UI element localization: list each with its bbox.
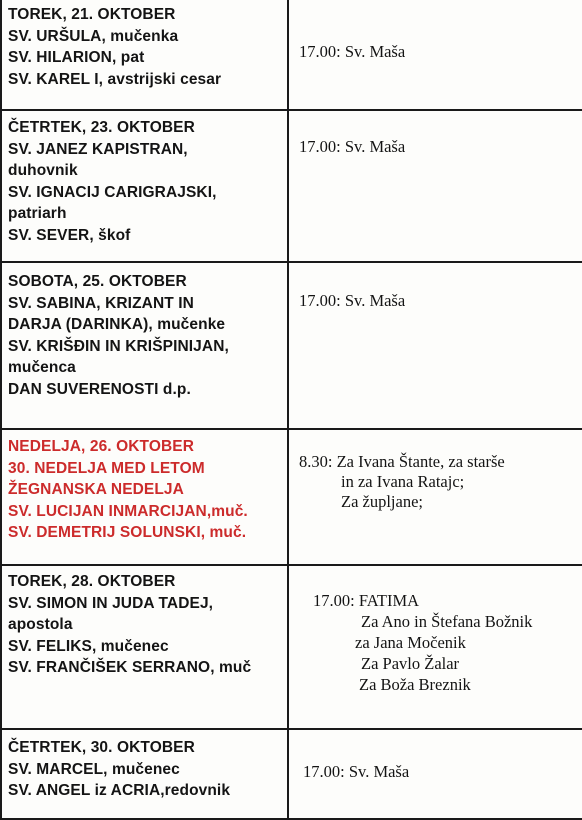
day-row	[1, 262, 582, 429]
mass-line: Za Boža Breznik	[359, 675, 471, 694]
saint-line: SV. ANGEL iz ACRIA,redovnik	[8, 782, 231, 799]
mass-line: 17.00: Sv. Maša	[299, 291, 406, 310]
mass-line: 17.00: Sv. Maša	[299, 42, 406, 61]
saints-cell	[1, 729, 288, 819]
mass-line: 17.00: Sv. Maša	[303, 762, 410, 781]
saints-cell	[1, 262, 288, 429]
day-title: ČETRTEK, 23. OKTOBER	[8, 119, 195, 136]
saint-line: SV. FRANČIŠEK SERRANO, muč	[8, 659, 252, 676]
day-row	[1, 0, 582, 110]
saint-line: SV. KRIŠĐIN IN KRIŠPINIJAN,	[8, 337, 229, 355]
saint-line: SV. MARCEL, mučenec	[8, 760, 180, 778]
masses-list	[289, 111, 582, 161]
saint-line: SV. SEVER, škof	[8, 226, 131, 244]
mass-line: Za župljane;	[341, 492, 424, 511]
saint-line: SV. URŠULA, mučenka	[8, 27, 179, 45]
day-row	[1, 729, 582, 819]
day-row	[1, 429, 582, 565]
saint-line: SV. LUCIJAN INMARCIJAN,muč.	[8, 502, 248, 520]
mass-line: 17.00: FATIMA	[313, 591, 420, 610]
masses-cell	[288, 110, 582, 262]
saint-line: SV. SIMON IN JUDA TADEJ,	[8, 594, 214, 612]
saints-cell	[1, 429, 288, 565]
saint-line: 30. NEDELJA MED LETOM	[8, 459, 205, 477]
saints-list	[2, 566, 287, 683]
saints-list	[2, 430, 287, 548]
day-title: ČETRTEK, 30. OKTOBER	[8, 739, 195, 756]
saint-line: SV. SABINA, KRIZANT IN	[8, 294, 194, 312]
saint-line: duhovnik	[8, 162, 78, 179]
day-title: NEDELJA, 26. OKTOBER	[8, 438, 195, 455]
masses-list	[289, 566, 582, 699]
saints-list	[2, 730, 287, 806]
saint-line: SV. DEMETRIJ SOLUNSKI, muč.	[8, 524, 247, 541]
saints-cell	[1, 0, 288, 110]
masses-cell	[288, 429, 582, 565]
saint-line: SV. KAREL I, avstrijski cesar	[8, 70, 222, 88]
masses-cell	[288, 262, 582, 429]
saint-line: apostola	[8, 616, 73, 633]
saint-line: SV. JANEZ KAPISTRAN,	[8, 140, 188, 158]
saint-line: DAN SUVERENOSTI d.p.	[8, 380, 191, 398]
saints-cell	[1, 565, 288, 729]
day-title: SOBOTA, 25. OKTOBER	[8, 273, 187, 290]
saint-line: SV. FELIKS, mučenec	[8, 637, 169, 655]
saint-line: mučenca	[8, 359, 76, 376]
masses-list	[289, 0, 582, 66]
saint-line: patriarh	[8, 205, 67, 222]
mass-line: za Jana Močenik	[355, 633, 466, 652]
masses-list	[289, 430, 582, 516]
masses-list	[289, 730, 582, 786]
mass-line: 8.30: Za Ivana Štante, za starše	[299, 452, 505, 471]
saint-line: ŽEGNANSKA NEDELJA	[8, 481, 184, 498]
mass-line: Za Pavlo Žalar	[361, 654, 460, 673]
saint-line: SV. HILARION, pat	[8, 49, 145, 66]
saints-cell	[1, 110, 288, 262]
day-row	[1, 565, 582, 729]
masses-cell	[288, 729, 582, 819]
day-row	[1, 110, 582, 262]
mass-line: 17.00: Sv. Maša	[299, 137, 406, 156]
masses-cell	[288, 565, 582, 729]
saints-list	[2, 111, 287, 250]
saints-list	[2, 0, 287, 94]
masses-list	[289, 263, 582, 315]
masses-cell	[288, 0, 582, 110]
day-title: TOREK, 21. OKTOBER	[8, 6, 176, 23]
saints-list	[2, 263, 287, 404]
mass-line: Za Ano in Štefana Božnik	[361, 612, 533, 631]
mass-line: in za Ivana Ratajc;	[341, 472, 465, 491]
day-title: TOREK, 28. OKTOBER	[8, 573, 176, 590]
saint-line: DARJA (DARINKA), mučenke	[8, 316, 226, 333]
saint-line: SV. IGNACIJ CARIGRAJSKI,	[8, 183, 217, 201]
